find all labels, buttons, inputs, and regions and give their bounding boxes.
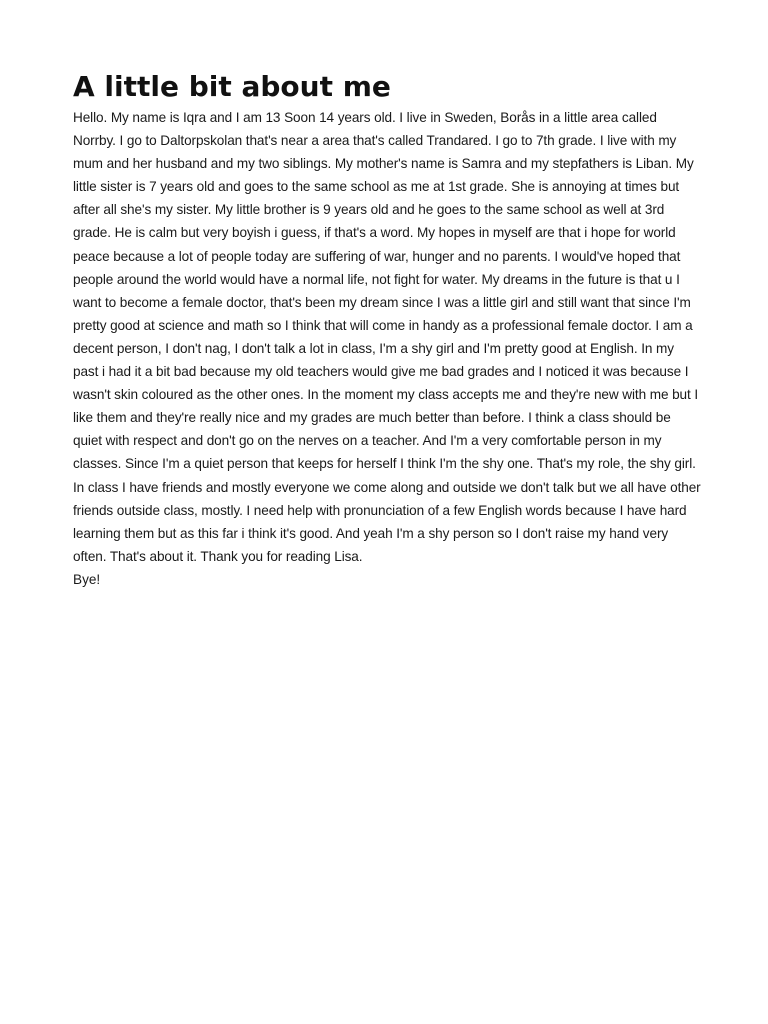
document-signoff: Bye! (73, 572, 101, 587)
document-body: Hello. My name is Iqra and I am 13 Soon 14 years old. I live in Sweden, Borås in a little area called Norrby. I go to Daltorpskolan that's near a area that's called Trandared. I go to 7th grade. I live with my mum and her husband and my two siblings. My mother's name is Samra and my stepfathers is Liban. My little sister is 7 years old and goes to the same school as me at 1st grade. She is annoying at times but after all she's my sister. My little brother is 9 years old and he goes to the same school as well at 3rd grade. He is calm but very boyish i guess, if that's a word. My hopes in myself are that i hope for world peace because a lot of people today are suffering of war, hunger and no parents. I would've hoped that people around the world would have a normal life, not fight for water. My dreams in the future is that u I want to become a female doctor, that's been my dream since I was a little girl and still want that since I'm pretty good at science and math so I think that will come in handy as a professional female doctor. I am a decent person, I don't nag, I don't talk a lot in class, I'm a shy girl and I'm pretty good at English. In my past i had it a bit bad because my old teachers would give me bad grades and I noticed it was because I wasn't skin coloured as the other ones. In the moment my class accepts me and they're new with me but I like them and they're really nice and my grades are much better than before. I think a class should be quiet with respect and don't go on the nerves on a teacher. And I'm a very comfortable person in my classes. Since I'm a quiet person that keeps for herself I think I'm the shy one. That's my role, the shy girl. In class I have friends and mostly everyone we come along and outside we don't talk but we all have other friends outside class, mostly. I need help with pronunciation of a few English words because I have hard learning them but as this far i think it's good. And yeah I'm a shy person so I don't raise my hand very often. That's about it. Thank you for reading Lisa. (73, 110, 701, 564)
document-title: A little bit about me (73, 70, 391, 103)
